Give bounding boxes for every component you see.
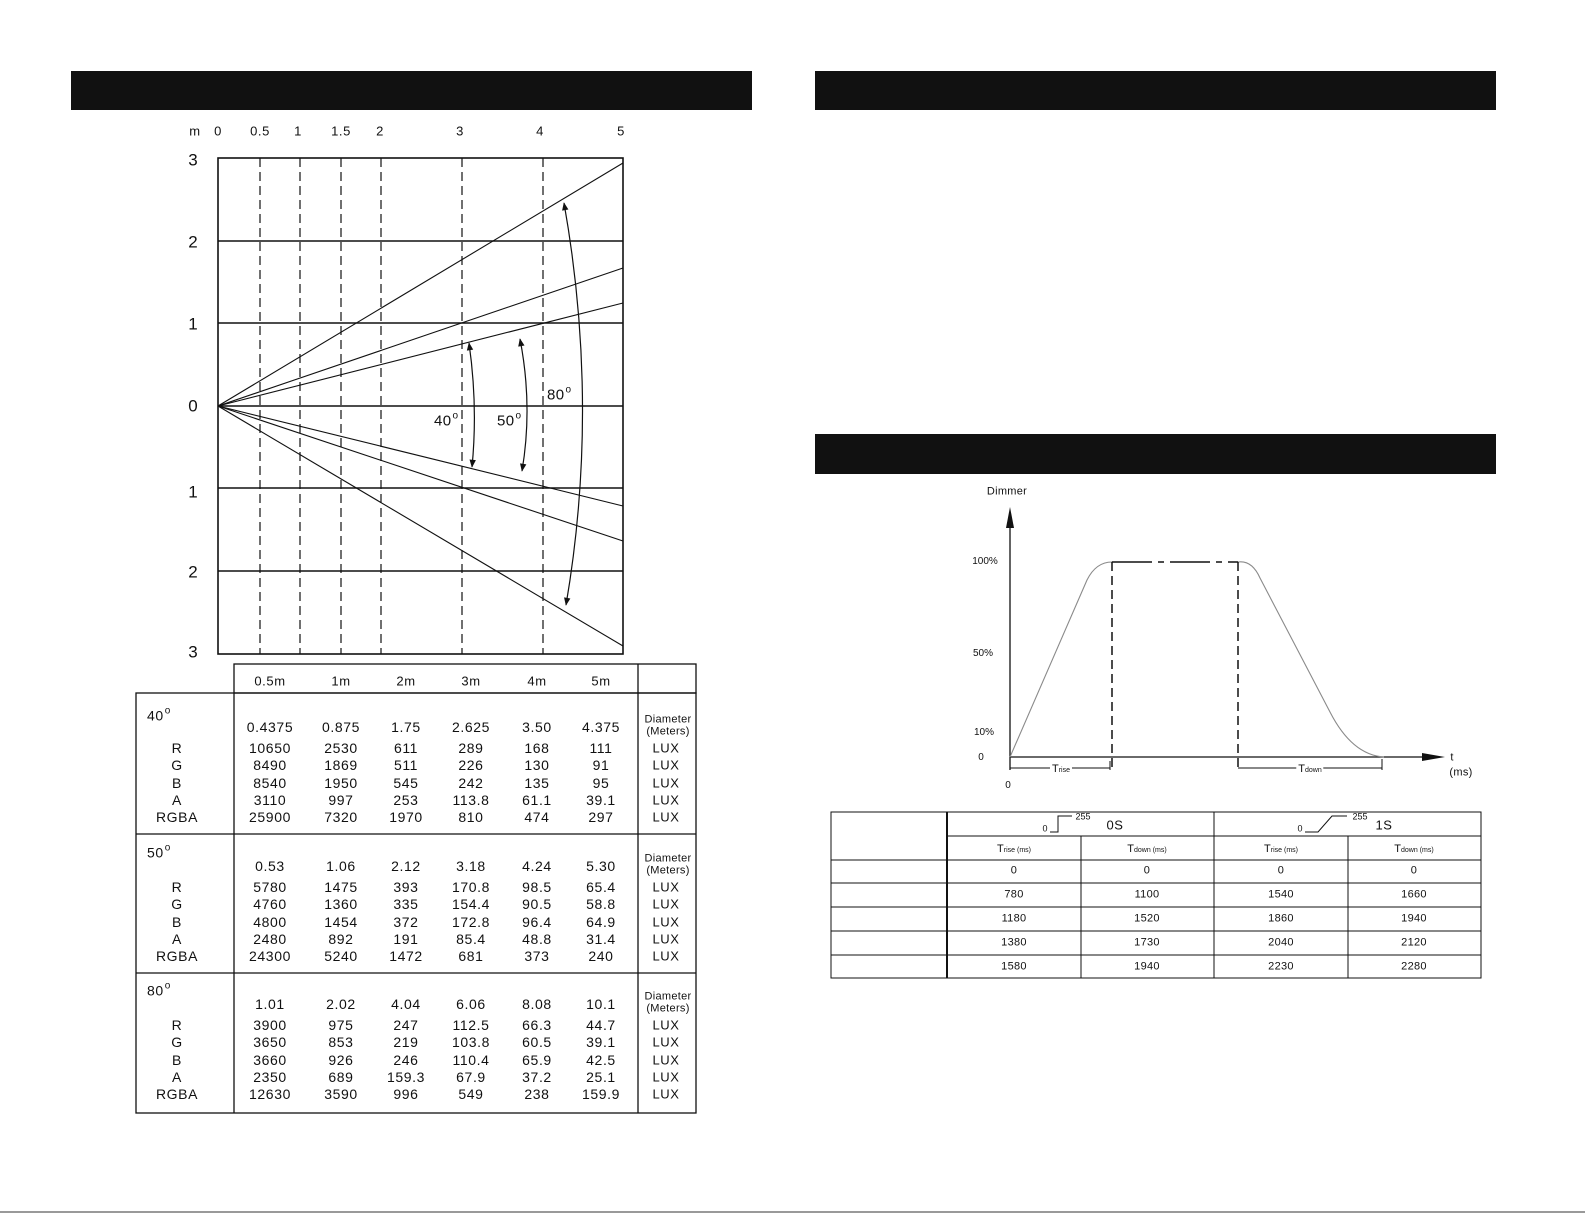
channel-label: G bbox=[171, 1034, 183, 1050]
distance-column-header: 1m bbox=[331, 673, 351, 689]
dimmer-y-tick: 50% bbox=[972, 648, 994, 659]
distance-tick: 0 bbox=[214, 123, 222, 139]
degree-mark: o bbox=[515, 410, 522, 422]
lux-value: 219 bbox=[393, 1034, 419, 1050]
lux-value: 58.8 bbox=[586, 896, 616, 912]
distance-column-header: 3m bbox=[461, 673, 481, 689]
lux-value: 2350 bbox=[253, 1069, 287, 1085]
time-value: 780 bbox=[1004, 888, 1024, 901]
lux-value: 8540 bbox=[253, 775, 287, 791]
time-value: 2280 bbox=[1401, 960, 1427, 973]
distance-tick: 2 bbox=[376, 123, 384, 139]
lux-value: 64.9 bbox=[586, 914, 616, 930]
lux-value: 289 bbox=[458, 740, 484, 756]
lux-unit-label: LUX bbox=[652, 1069, 680, 1085]
time-axis-unit: (ms) bbox=[1449, 766, 1473, 779]
lux-value: 172.8 bbox=[451, 914, 491, 930]
lux-value: 95 bbox=[592, 775, 610, 791]
time-value: 2230 bbox=[1268, 960, 1294, 973]
radius-tick: 3 bbox=[188, 642, 198, 659]
lux-unit-label: LUX bbox=[652, 879, 680, 895]
degree-mark: o bbox=[565, 384, 572, 396]
radius-tick: 2 bbox=[188, 232, 198, 252]
distance-tick: 0.5 bbox=[250, 123, 270, 139]
lux-value: 335 bbox=[393, 896, 419, 912]
diameter-value: 8.08 bbox=[522, 996, 552, 1012]
lux-value: 96.4 bbox=[522, 914, 552, 930]
diameter-value: 4.375 bbox=[581, 719, 621, 735]
time-column-header bbox=[1127, 840, 1166, 856]
lux-value: 44.7 bbox=[586, 1017, 616, 1033]
lux-value: 511 bbox=[393, 757, 419, 773]
lux-value: 240 bbox=[588, 948, 614, 964]
lux-value: 474 bbox=[524, 809, 550, 825]
distance-tick: 1.5 bbox=[331, 123, 351, 139]
time-value: 0 bbox=[1010, 864, 1018, 877]
beam-angle-value: 40 bbox=[434, 412, 452, 430]
dimmer-y-tick: 100% bbox=[972, 556, 998, 567]
channel-label: RGBA bbox=[155, 809, 199, 825]
channel-label: A bbox=[172, 931, 182, 947]
time-value: 1520 bbox=[1134, 912, 1160, 925]
lux-value: 975 bbox=[328, 1017, 354, 1033]
time-column-header bbox=[1394, 840, 1433, 856]
time-subscript: rise (ms) bbox=[1003, 847, 1031, 854]
time-value: 1940 bbox=[1134, 960, 1160, 973]
diameter-unit-label: (Meters) bbox=[646, 864, 690, 877]
lux-value: 7320 bbox=[324, 809, 358, 825]
lux-value: 246 bbox=[393, 1052, 419, 1068]
diameter-value: 0.53 bbox=[255, 858, 285, 874]
lux-value: 67.9 bbox=[456, 1069, 486, 1085]
diameter-value: 0.4375 bbox=[246, 719, 294, 735]
time-value: 1380 bbox=[1001, 936, 1027, 949]
lux-value: 3660 bbox=[253, 1052, 287, 1068]
lux-value: 61.1 bbox=[522, 792, 552, 808]
lux-value: 25900 bbox=[249, 809, 291, 825]
time-column-header bbox=[1264, 840, 1298, 856]
lux-unit-label: LUX bbox=[652, 740, 680, 756]
channel-label: B bbox=[172, 775, 182, 791]
lux-value: 247 bbox=[393, 1017, 419, 1033]
distance-tick: 1 bbox=[294, 123, 302, 139]
time-value: 1660 bbox=[1401, 888, 1427, 901]
lux-value: 926 bbox=[328, 1052, 354, 1068]
channel-label: R bbox=[171, 879, 183, 895]
distance-column-header: 2m bbox=[396, 673, 416, 689]
lux-value: 4800 bbox=[253, 914, 287, 930]
time-subscript: rise bbox=[1058, 767, 1071, 774]
radius-tick: 1 bbox=[188, 482, 198, 502]
time-symbol: T bbox=[1127, 843, 1135, 855]
lux-value: 545 bbox=[393, 775, 419, 791]
time-value: 0 bbox=[1410, 864, 1418, 877]
diameter-unit-label: Diameter bbox=[644, 852, 692, 865]
lux-value: 549 bbox=[458, 1086, 484, 1102]
time-value: 2040 bbox=[1268, 936, 1294, 949]
radius-tick: 0 bbox=[188, 396, 198, 416]
lux-value: 1360 bbox=[324, 896, 358, 912]
lux-value: 65.9 bbox=[522, 1052, 552, 1068]
lux-value: 997 bbox=[328, 792, 354, 808]
lux-value: 159.9 bbox=[581, 1086, 621, 1102]
diameter-value: 6.06 bbox=[456, 996, 486, 1012]
time-value: 1580 bbox=[1001, 960, 1027, 973]
lux-unit-label: LUX bbox=[652, 914, 680, 930]
channel-label: A bbox=[172, 792, 182, 808]
time-value: 1860 bbox=[1268, 912, 1294, 925]
channel-label: G bbox=[171, 896, 183, 912]
lux-value: 681 bbox=[458, 948, 484, 964]
diameter-value: 3.18 bbox=[456, 858, 486, 874]
lux-value: 170.8 bbox=[451, 879, 491, 895]
lux-value: 1869 bbox=[324, 757, 358, 773]
diameter-value: 5.30 bbox=[586, 858, 616, 874]
lux-value: 3110 bbox=[253, 792, 287, 808]
ramp-low-label: 0 bbox=[1297, 823, 1303, 834]
lux-value: 1454 bbox=[324, 914, 358, 930]
step-high-label: 255 bbox=[1075, 811, 1091, 822]
radius-tick: 3 bbox=[188, 150, 198, 170]
lux-value: 689 bbox=[328, 1069, 354, 1085]
time-origin-label: 0 bbox=[1005, 780, 1011, 791]
lux-unit-label: LUX bbox=[652, 1017, 680, 1033]
lux-value: 1472 bbox=[389, 948, 423, 964]
degree-mark: o bbox=[452, 410, 459, 422]
lux-unit-label: LUX bbox=[652, 1086, 680, 1102]
diameter-unit-label: Diameter bbox=[644, 713, 692, 726]
time-subscript: down (ms) bbox=[1401, 847, 1434, 854]
lux-unit-label: LUX bbox=[652, 809, 680, 825]
degree-mark: o bbox=[164, 705, 171, 717]
time-subscript: rise (ms) bbox=[1270, 847, 1298, 854]
lux-value: 853 bbox=[328, 1034, 354, 1050]
lux-value: 810 bbox=[458, 809, 484, 825]
channel-label: G bbox=[171, 757, 183, 773]
section-angle-value: 40 bbox=[147, 707, 164, 724]
diameter-value: 2.12 bbox=[391, 858, 421, 874]
lux-unit-label: LUX bbox=[652, 1052, 680, 1068]
lux-value: 39.1 bbox=[586, 1034, 616, 1050]
degree-mark: o bbox=[164, 980, 171, 992]
time-value: 1180 bbox=[1001, 912, 1027, 925]
diameter-value: 10.1 bbox=[586, 996, 616, 1012]
time-symbol: T bbox=[1051, 763, 1059, 775]
diameter-value: 1.06 bbox=[326, 858, 356, 874]
lux-value: 226 bbox=[458, 757, 484, 773]
time-subscript: down (ms) bbox=[1134, 847, 1167, 854]
lux-value: 242 bbox=[458, 775, 484, 791]
lux-value: 12630 bbox=[249, 1086, 291, 1102]
lux-value: 39.1 bbox=[586, 792, 616, 808]
lux-value: 4760 bbox=[253, 896, 287, 912]
lux-value: 111 bbox=[589, 740, 613, 756]
diameter-value: 0.875 bbox=[321, 719, 361, 735]
channel-label: RGBA bbox=[155, 948, 199, 964]
step-low-label: 0 bbox=[1042, 823, 1048, 834]
dimmer-y-tick: 0 bbox=[978, 752, 984, 763]
ramp-high-label: 255 bbox=[1352, 811, 1368, 822]
channel-label: R bbox=[171, 740, 183, 756]
fade-time-label: 0S bbox=[1106, 817, 1124, 833]
lux-value: 1950 bbox=[324, 775, 358, 791]
time-symbol: T bbox=[997, 843, 1004, 855]
channel-label: B bbox=[172, 914, 182, 930]
fade-time-label: 1S bbox=[1375, 817, 1393, 833]
diameter-value: 4.24 bbox=[522, 858, 552, 874]
lux-value: 90.5 bbox=[522, 896, 552, 912]
lux-value: 113.8 bbox=[452, 792, 490, 808]
time-column-header bbox=[997, 840, 1031, 856]
diameter-value: 3.50 bbox=[522, 719, 552, 735]
distance-column-header: 5m bbox=[591, 673, 611, 689]
diameter-value: 4.04 bbox=[391, 996, 421, 1012]
lux-value: 611 bbox=[393, 740, 419, 756]
distance-unit-label: m bbox=[189, 123, 201, 139]
lux-value: 112.5 bbox=[452, 1017, 490, 1033]
lux-value: 159.3 bbox=[386, 1069, 426, 1085]
time-symbol: T bbox=[1298, 763, 1305, 775]
time-value: 1100 bbox=[1134, 888, 1160, 901]
distance-tick: 5 bbox=[617, 123, 625, 139]
lux-value: 253 bbox=[393, 792, 419, 808]
lux-value: 297 bbox=[588, 809, 614, 825]
lux-value: 103.8 bbox=[451, 1034, 491, 1050]
lux-value: 154.4 bbox=[451, 896, 491, 912]
lux-value: 25.1 bbox=[586, 1069, 616, 1085]
time-value: 0 bbox=[1277, 864, 1285, 877]
lux-unit-label: LUX bbox=[652, 931, 680, 947]
channel-label: B bbox=[172, 1052, 182, 1068]
channel-label: RGBA bbox=[155, 1086, 199, 1102]
lux-value: 5780 bbox=[253, 879, 287, 895]
lux-value: 2530 bbox=[324, 740, 358, 756]
dimmer-axis-title: Dimmer bbox=[986, 485, 1028, 498]
lux-value: 892 bbox=[328, 931, 354, 947]
beam-angle-value: 50 bbox=[497, 412, 515, 430]
lux-unit-label: LUX bbox=[652, 775, 680, 791]
lux-value: 85.4 bbox=[456, 931, 486, 947]
lux-value: 65.4 bbox=[586, 879, 616, 895]
diameter-value: 2.02 bbox=[326, 996, 356, 1012]
radius-tick: 2 bbox=[188, 562, 198, 582]
diameter-unit-label: (Meters) bbox=[646, 725, 690, 738]
lux-value: 48.8 bbox=[522, 931, 552, 947]
degree-mark: o bbox=[164, 842, 171, 854]
lux-value: 3590 bbox=[324, 1086, 358, 1102]
section-angle-value: 50 bbox=[147, 844, 164, 861]
beam-angle-value: 80 bbox=[547, 386, 565, 404]
distance-column-header: 0.5m bbox=[254, 673, 286, 689]
lux-unit-label: LUX bbox=[652, 1034, 680, 1050]
dimmer-y-tick: 10% bbox=[973, 727, 995, 738]
lux-value: 110.4 bbox=[452, 1052, 490, 1068]
lux-value: 130 bbox=[524, 757, 550, 773]
lux-value: 372 bbox=[393, 914, 419, 930]
distance-tick: 4 bbox=[536, 123, 544, 139]
lux-value: 91 bbox=[592, 757, 610, 773]
lux-value: 98.5 bbox=[522, 879, 552, 895]
lux-value: 191 bbox=[393, 931, 419, 947]
diameter-unit-label: Diameter bbox=[644, 990, 692, 1003]
lux-value: 373 bbox=[524, 948, 550, 964]
channel-label: R bbox=[171, 1017, 183, 1033]
section-angle-value: 80 bbox=[147, 982, 164, 999]
time-value: 2120 bbox=[1401, 936, 1427, 949]
lux-value: 5240 bbox=[324, 948, 358, 964]
time-value: 1730 bbox=[1134, 936, 1160, 949]
lux-value: 10650 bbox=[249, 740, 291, 756]
channel-label: A bbox=[172, 1069, 182, 1085]
lux-value: 31.4 bbox=[586, 931, 616, 947]
lux-value: 2480 bbox=[253, 931, 287, 947]
time-value: 1540 bbox=[1268, 888, 1294, 901]
lux-value: 996 bbox=[393, 1086, 419, 1102]
lux-value: 42.5 bbox=[586, 1052, 616, 1068]
lux-value: 3900 bbox=[253, 1017, 287, 1033]
lux-value: 135 bbox=[524, 775, 550, 791]
time-value: 0 bbox=[1143, 864, 1151, 877]
lux-unit-label: LUX bbox=[652, 757, 680, 773]
distance-tick: 3 bbox=[456, 123, 464, 139]
lux-value: 24300 bbox=[249, 948, 291, 964]
time-axis-title: t bbox=[1450, 751, 1454, 764]
lux-value: 238 bbox=[524, 1086, 550, 1102]
time-value: 1940 bbox=[1401, 912, 1427, 925]
lux-value: 66.3 bbox=[522, 1017, 552, 1033]
lux-value: 37.2 bbox=[522, 1069, 552, 1085]
lux-unit-label: LUX bbox=[652, 948, 680, 964]
distance-column-header: 4m bbox=[527, 673, 547, 689]
lux-value: 8490 bbox=[253, 757, 287, 773]
lux-unit-label: LUX bbox=[652, 896, 680, 912]
time-symbol: T bbox=[1394, 843, 1402, 855]
lux-value: 393 bbox=[393, 879, 419, 895]
lux-value: 1475 bbox=[324, 879, 358, 895]
diameter-value: 1.01 bbox=[255, 996, 285, 1012]
radius-tick: 1 bbox=[188, 314, 198, 334]
diameter-value: 2.625 bbox=[451, 719, 491, 735]
time-symbol: T bbox=[1264, 843, 1271, 855]
lux-value: 3650 bbox=[253, 1034, 287, 1050]
lux-value: 60.5 bbox=[522, 1034, 552, 1050]
diameter-value: 1.75 bbox=[391, 719, 421, 735]
lux-value: 168 bbox=[524, 740, 550, 756]
time-subscript: down bbox=[1305, 767, 1322, 774]
diameter-unit-label: (Meters) bbox=[646, 1002, 690, 1015]
lux-value: 1970 bbox=[389, 809, 423, 825]
lux-unit-label: LUX bbox=[652, 792, 680, 808]
